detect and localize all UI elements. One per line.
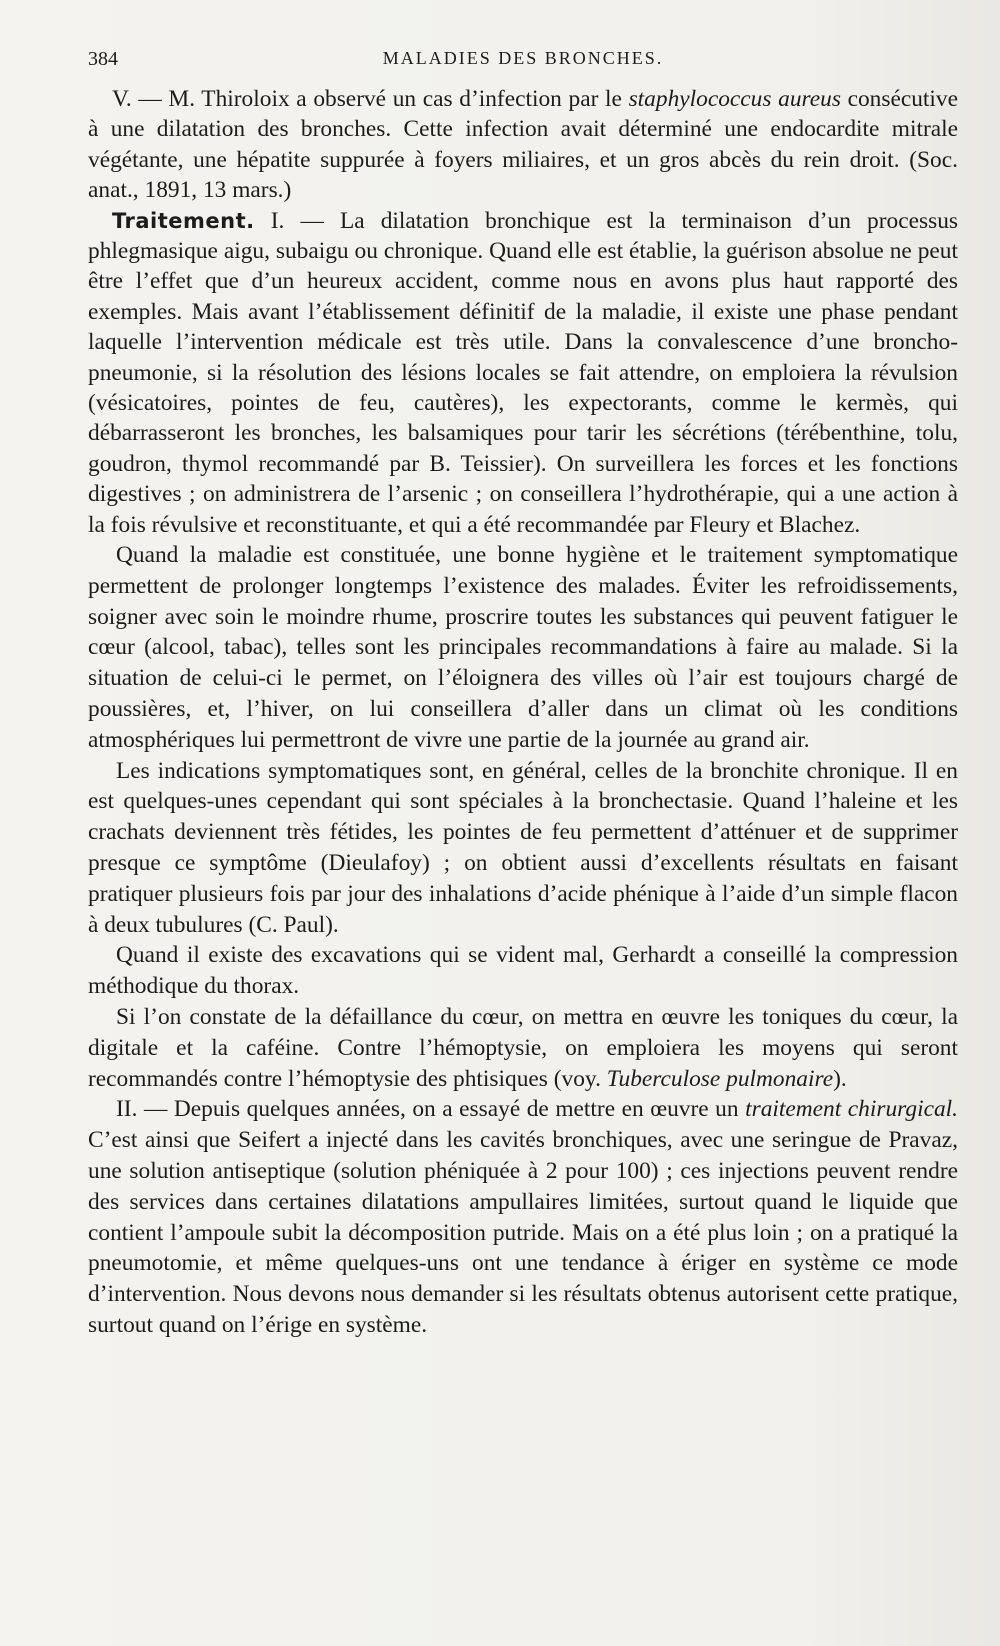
paragraph-traitement — [88, 206, 958, 540]
paragraph-hygiene: Quand la maladie est constituée, une bonne hygiène et le traitement symptomatique permettent de prolonger longtemps l’existence des malades. Éviter les refroidissements, soigner avec soin le moindre rhume, proscrire toutes les substances qui peuvent fatiguer le cœur (alcool, tabac), telles sont les principales recommandations à faire au malade. Si la situation de celui-ci le permet, on l’éloignera des villes où l’air est toujours chargé de poussières, et, l’hiver, on lui conseillera d’aller dans un climat où les conditions atmosphériques lui permettront de vivre une partie de la journée au grand air. — [88, 542, 958, 753]
running-title: MALADIES DES BRONCHES. — [382, 48, 664, 68]
page-number: 384 — [88, 48, 118, 70]
paragraph-text: C’est ainsi que Seifert a injecté dans les cavités bronchiques, avec une seringue de Pravaz, une solution antiseptique (solution phéniquée à 2 pour 100) ; ces injections peuvent rendre des services dans certaines dilatations ampullaires limitées, surtout quand le liquide que contient l’ampoule subit la décomposition putride. Mais on a été plus loin ; on a pratiqué la pneumotomie, et même quelques-uns ont une tendance à ériger en système ce mode d’intervention. Nous devons nous demander si les résultats obtenus autorisent cette pratique, surtout quand on l’érige en système. — [88, 1127, 958, 1339]
paragraph-text: I. — La dilatation bronchique est la terminaison d’un processus phlegmasique aigu, subaigu ou chronique. Quand elle est établie, la guérison absolue ne peut être l’effet que d’un heureux accident, comme nous en avons plus haut rapporté des exemples. Mais avant l’établissement définitif de la maladie, il existe une phase pendant laquelle l’intervention médicale est très utile. Dans la convalescence d’une broncho-pneumonie, si la résolution des lésions locales se fait attendre, on emploiera la révulsion (vésicatoires, pointes de feu, cautères), les expectorants, comme le kermès, qui débarrasseront les bronches, les balsamiques pour tarir les sécrétions (térébenthine, tolu, goudron, thymol recommandé par B. Teissier). On surveillera les forces et les fonctions digestives ; on administrera de l’arsenic ; on conseillera l’hydrothérapie, qui a une action à la fois révulsive et reconstituante, et qui a été recommandée par Fleury et Blachez. — [88, 207, 958, 538]
paragraph-lead-text: II. — Depuis quelques années, on a essayé de mettre en œuvre un — [116, 1096, 746, 1123]
italic-term: traitement chirurgical. — [745, 1096, 958, 1123]
paragraph-lead-text: V. — M. Thiroloix a observé un cas d’infection par le — [112, 86, 629, 112]
body-text — [88, 84, 958, 1341]
paragraph-compression: Quand il existe des excavations qui se vident mal, Gerhardt a conseillé la compression méthodique du thorax. — [88, 942, 958, 1000]
paragraph-coeur — [88, 1002, 958, 1094]
paragraph-observation — [88, 84, 958, 206]
paragraph-chirurgical — [88, 1094, 958, 1340]
italic-term: staphylococcus aureus — [628, 86, 841, 112]
page-header — [88, 48, 958, 76]
paragraph-text: Si l’on constate de la défaillance du cœur, on mettra en œuvre les toniques du cœur, la digitale et la caféine. Contre l’hémoptysie, on emploiera les moyens qui seront recommandés contre l’hémoptysie des phtisiques (voy. — [88, 1004, 958, 1092]
paragraph-text-end: ). — [833, 1065, 847, 1092]
section-heading: Traitement. — [112, 208, 255, 233]
paragraph-text: consécutive à une dilatation des bronches. Cette infection avait déterminé une endocardite mitrale végétante, une hépatite suppurée à foyers miliaires, et un gros abcès du rein droit. (Soc. anat., 1891, 13 mars.) — [88, 86, 958, 204]
italic-term: Tuberculose pulmonaire — [606, 1065, 834, 1092]
paragraph-indications: Les indications symptomatiques sont, en général, celles de la bronchite chronique. Il en est quelques-unes cependant qui sont spéciales à la bronchectasie. Quand l’haleine et les crachats deviennent très fétides, les pointes de feu permettent d’atténuer et de supprimer presque ce symptôme (Dieulafoy) ; on obtient aussi d’excellents résultats en faisant pratiquer plusieurs fois par jour des inhalations d’acide phénique à l’aide d’un simple flacon à deux tubulures (C. Paul). — [88, 757, 958, 938]
